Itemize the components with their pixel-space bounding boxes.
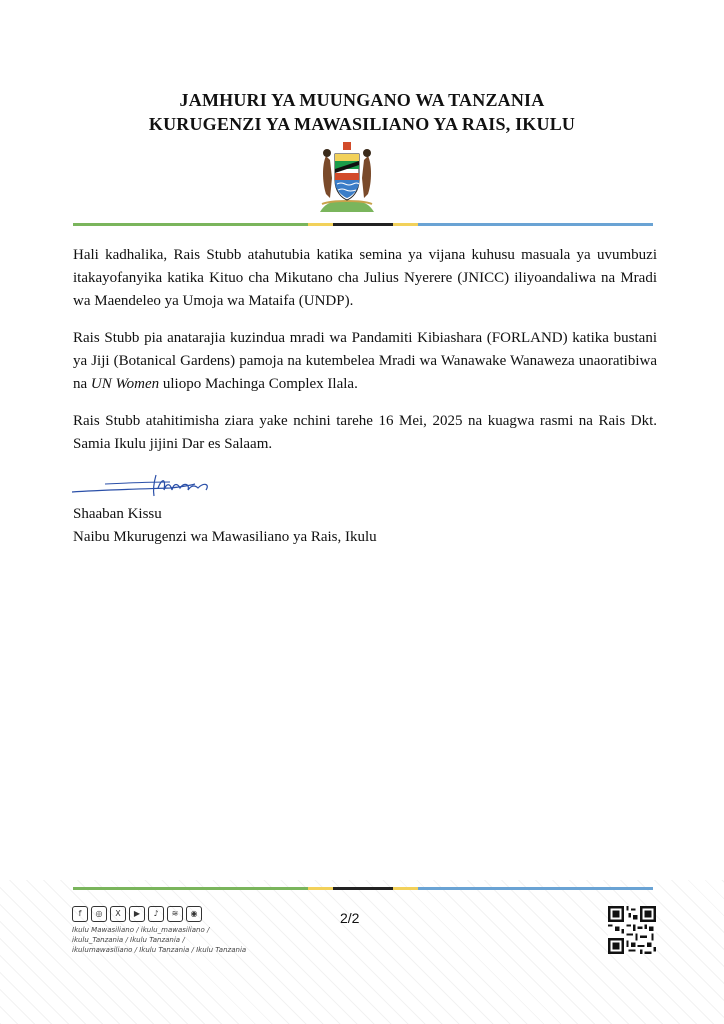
- social-media-icons: [72, 906, 202, 922]
- header-title-line2: KURUGENZI YA MAWASILIANO YA RAIS, IKULU: [148, 114, 576, 134]
- signatory-title: Naibu Mkurugenzi wa Mawasiliano ya Rais, Ikulu: [73, 529, 377, 545]
- footer-color-rule: [73, 887, 653, 890]
- un-women-italic: UN Women: [90, 376, 160, 392]
- header-color-rule: [73, 223, 653, 226]
- handwritten-signature: [70, 470, 230, 500]
- tiktok-icon[interactable]: ♪: [148, 906, 164, 922]
- paragraph-2: Rais Stubb pia anatarajia kuzindua mradi wa Pandamiti Kibiashara (FORLAND) katika bustani ya Jiji (Botanical Gardens) pamoja na kutembelea Mradi wa Wanawake Wanaweza unaoratibiwa na UN Women uliopo Machinga Complex Ilala.: [73, 330, 657, 392]
- signatory-block: [73, 503, 377, 549]
- podcast-icon[interactable]: ◉: [186, 906, 202, 922]
- x-icon[interactable]: X: [110, 906, 126, 922]
- social-handles: Ikulu Mawasiliano / ikulu_mawasiliano / ikulu_Tanzania / Ikulu Tanzania / ikulumawasiliano / Ikulu Tanzania / Ikulu Tanzania: [72, 926, 247, 954]
- document-header: [0, 88, 724, 136]
- facebook-icon[interactable]: f: [72, 906, 88, 922]
- spotify-icon[interactable]: ≋: [167, 906, 183, 922]
- youtube-icon[interactable]: ▶: [129, 906, 145, 922]
- paragraph-1: Hali kadhalika, Rais Stubb atahutubia katika semina ya vijana kuhusu masuala ya uvumbuzi itakayofanyika katika Kituo cha Mikutano cha Julius Nyerere (JNICC) iliyoandaliwa na Mradi wa Maendeleo ya Umoja wa Mataifa (UNDP).: [73, 247, 657, 309]
- document-body: [73, 244, 657, 456]
- page-number: 2/2: [340, 910, 360, 926]
- signatory-name: Shaaban Kissu: [73, 506, 162, 522]
- qr-code-icon[interactable]: [608, 906, 656, 954]
- paragraph-3: Rais Stubb atahitimisha ziara yake nchini tarehe 16 Mei, 2025 na kuagwa rasmi na Rais Dkt. Samia Ikulu jijini Dar es Salaam.: [73, 413, 657, 452]
- coat-of-arms-icon: [312, 142, 382, 214]
- instagram-icon[interactable]: ◎: [91, 906, 107, 922]
- header-title-line1: JAMHURI YA MUUNGANO WA TANZANIA: [179, 90, 545, 110]
